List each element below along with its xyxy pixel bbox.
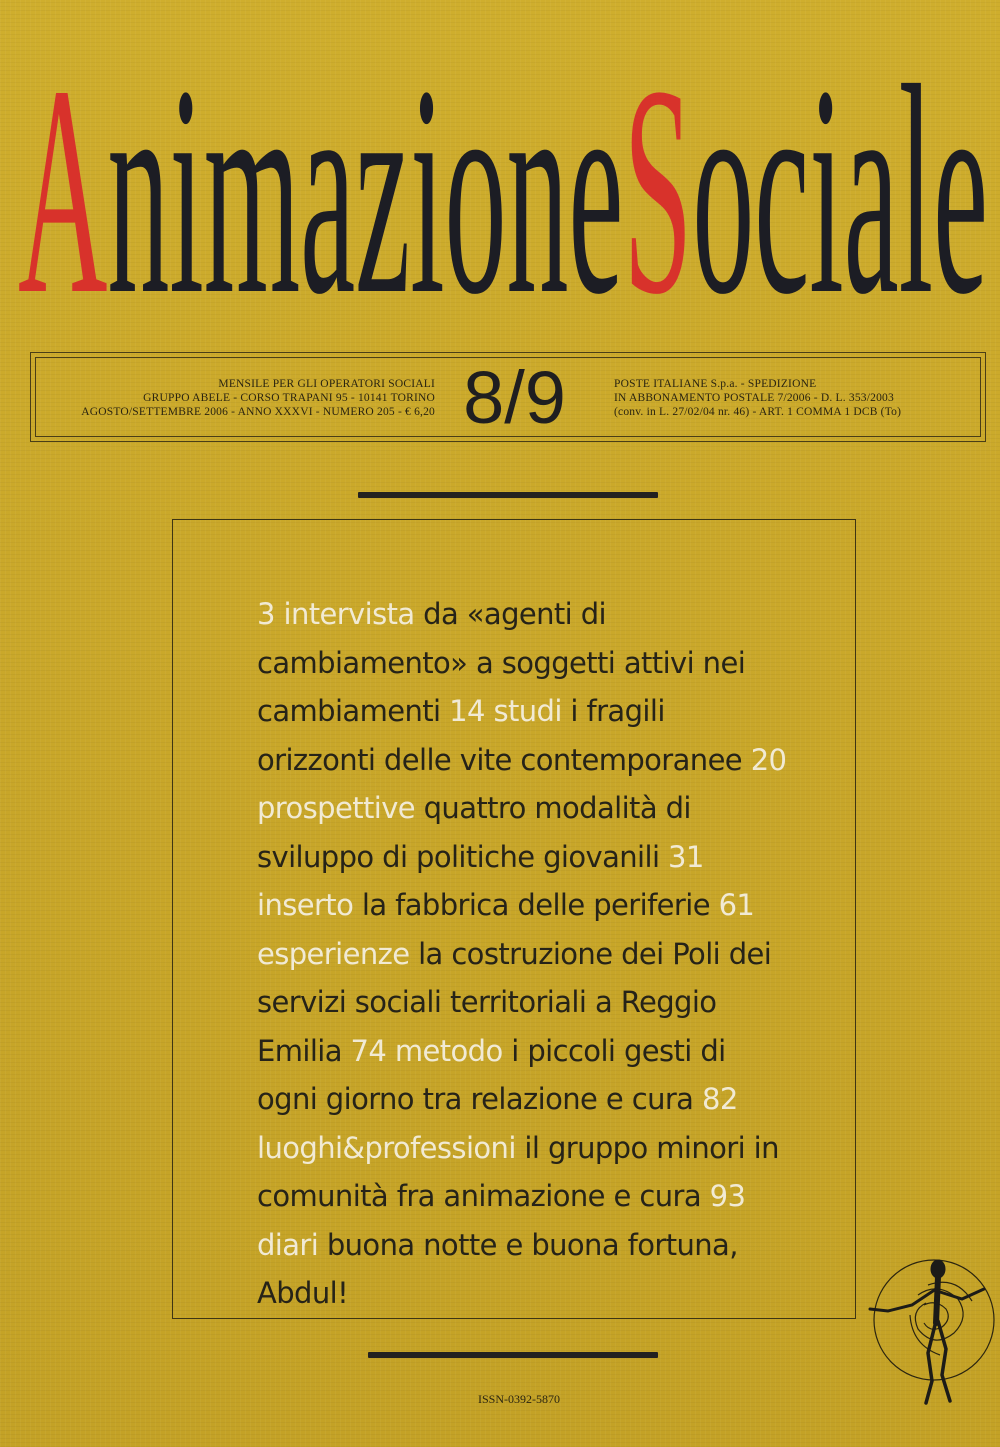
title-word-1-rest: nimazione [107, 24, 624, 356]
postal-info [614, 377, 994, 419]
toc-section: luoghi&professioni [257, 1130, 516, 1165]
toc-page-number: 74 [350, 1033, 387, 1068]
toc-title: la fabbrica delle periferie [361, 888, 710, 922]
toc-section: diari [257, 1227, 319, 1262]
toc-title: buona notte e buona fortuna, Abdul! [257, 1227, 738, 1310]
toc-title: i fragili orizzonti delle vite contemporanee [257, 694, 743, 777]
toc-page-number: 20 [750, 742, 787, 777]
issue-number: 8/9 [463, 356, 566, 439]
toc-section: inserto [257, 888, 354, 922]
toc-section: prospettive [257, 791, 415, 825]
toc-title: da «agenti di cambiamento» a soggetti attivi nei cambiamenti [257, 597, 746, 728]
toc-section: metodo [394, 1033, 503, 1068]
table-of-contents [257, 590, 787, 1318]
toc-title: i piccoli gesti di ogni giorno tra relazione e cura [257, 1033, 726, 1116]
toc-section: esperienze [257, 936, 410, 971]
publisher-line: MENSILE PER GLI OPERATORI SOCIALI [218, 378, 435, 390]
toc-page-number: 82 [701, 1082, 738, 1116]
bottom-divider [368, 1352, 658, 1358]
toc-page-number: 14 [449, 694, 485, 728]
title-capital-s: S [623, 24, 693, 356]
toc-page-number: 3 [257, 597, 275, 631]
magazine-title [18, 24, 989, 356]
postal-line: (conv. in L. 27/02/04 nr. 46) - ART. 1 COMMA 1 DCB (To) [614, 406, 902, 418]
issn-code: ISSN-0392-5870 [478, 1392, 561, 1406]
toc-title: il gruppo minori in comunità fra animazione e cura [257, 1130, 779, 1213]
toc-title: quattro modalità di sviluppo di politiche giovanili [257, 791, 691, 874]
publisher-line: GRUPPO ABELE - CORSO TRAPANI 95 - 10141 TORINO [143, 392, 435, 404]
publisher-info [35, 377, 435, 419]
toc-section: intervista [283, 597, 415, 631]
toc-title: la costruzione dei Poli dei servizi sociali territoriali a Reggio Emilia [257, 936, 772, 1068]
dancing-figure-logo-icon [858, 1225, 1000, 1415]
toc-page-number: 31 [668, 839, 704, 874]
toc-page-number: 93 [709, 1179, 746, 1213]
postal-line: POSTE ITALIANE S.p.a. - SPEDIZIONE [614, 378, 817, 390]
title-capital-a: A [18, 24, 108, 356]
postal-line: IN ABBONAMENTO POSTALE 7/2006 - D. L. 353/2003 [614, 392, 894, 404]
toc-page-number: 61 [718, 888, 755, 922]
publisher-line: AGOSTO/SETTEMBRE 2006 - ANNO XXXVI - NUMERO 205 - € 6,20 [81, 406, 435, 418]
toc-section: studi [493, 694, 562, 728]
title-word-2-rest: ociale [692, 24, 989, 356]
top-divider [358, 492, 658, 498]
